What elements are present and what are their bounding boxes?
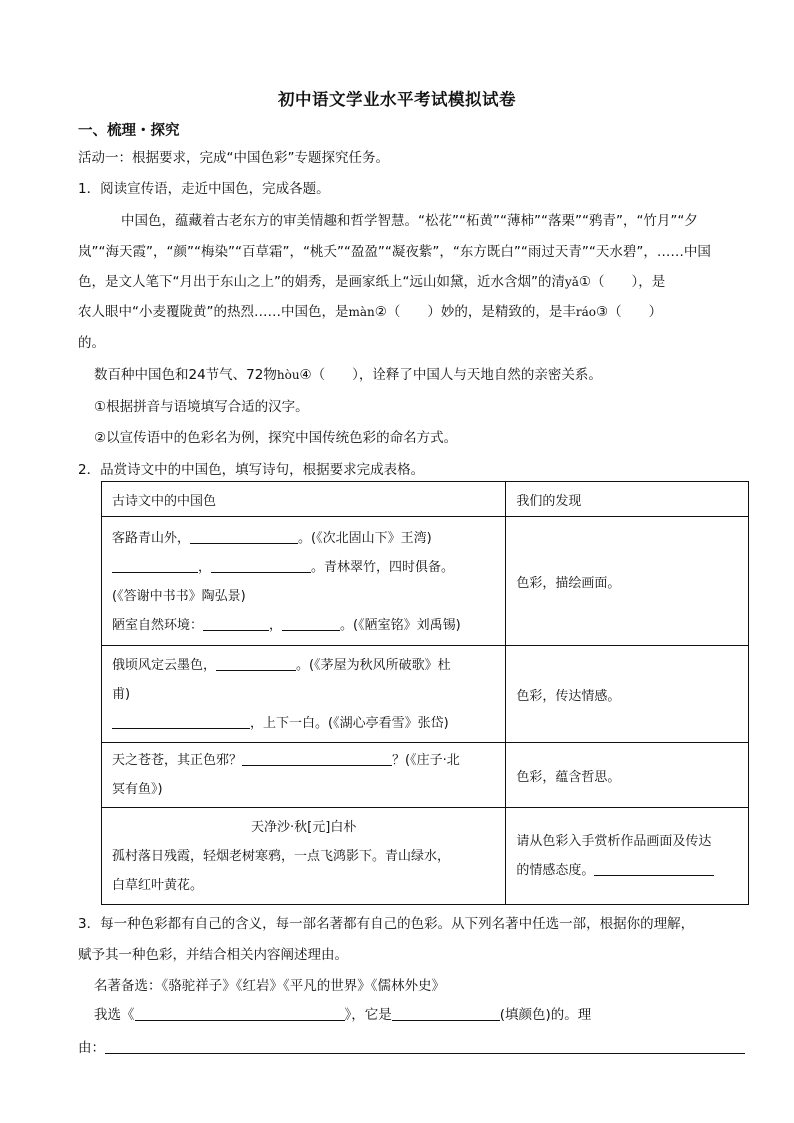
fill-blank[interactable] xyxy=(282,616,340,631)
page-title: 初中语文学业水平考试模拟试卷 xyxy=(278,90,516,109)
poem-source: 。(《陋室铭》刘禹锡) xyxy=(340,618,461,633)
q1-paragraph-line-1: 中国色，蕴藏着古老东方的审美情趣和哲学智慧。“松花”“柘黄”“薄柿”“落栗”“鸦青”，“竹月”“夕 xyxy=(121,213,698,229)
pinyin: màn xyxy=(348,305,375,319)
poem-text: ， xyxy=(198,560,212,575)
poem-text: ， xyxy=(269,618,283,633)
answer-blank[interactable]: （ ） xyxy=(608,304,663,320)
fill-blank[interactable] xyxy=(203,616,269,631)
q1-paragraph-line-6 xyxy=(94,363,602,383)
fill-blank[interactable] xyxy=(112,714,250,729)
poem-source: (《答谢中书书》陶弘景) xyxy=(112,589,246,604)
q3-stem-line-2: 赋予其一种色彩，并结合相关内容阐述理由。 xyxy=(78,947,348,963)
poetry-color-table xyxy=(101,481,749,905)
finding-text: 请从色彩入手赏析作品画面及传达 xyxy=(516,834,712,849)
q1-text: 色，是文人笔下“月出于东山之上”的娟秀，是画家纸上“远山如黛，近水含烟”的清 xyxy=(78,274,565,290)
finding-text: 色彩，描绘画面。 xyxy=(516,575,621,591)
poem-text: 孤村落日残霞，轻烟老树寒鸦，一点飞鸿影下。青山绿水， xyxy=(112,848,451,864)
poem-source: ？(《庄子·北 xyxy=(392,753,460,768)
table-cell-finding: 色彩，传达情感。 xyxy=(506,646,749,743)
pinyin: hòu xyxy=(276,368,300,382)
table-cell-finding xyxy=(506,808,749,905)
q1-paragraph-line-4 xyxy=(78,300,662,320)
fill-blank[interactable] xyxy=(242,751,392,766)
circled-number: ① xyxy=(578,274,592,290)
table-cell-finding xyxy=(506,517,749,646)
poem-text: 客路青山外， xyxy=(112,531,191,546)
q1-paragraph-line-2: 岚”“海天霞”，“颜”“梅染”“百草霜”，“桃夭”“盈盈”“凝夜紫”，“东方既白”“雨过天青”“天水碧”，……中国 xyxy=(78,244,711,260)
poem-source: 。(《次北固山下》王湾) xyxy=(298,531,432,546)
choice-text: 我选《 xyxy=(94,1007,135,1023)
answer-blank[interactable]: （ ），是 xyxy=(591,274,666,290)
q1-subquestion-2: ②以宣传语中的色彩名为例，探究中国传统色彩的命名方式。 xyxy=(94,430,458,446)
q3-reason-line xyxy=(78,1036,745,1056)
q1-text: 数百种中国色和24节气、72物 xyxy=(94,367,277,383)
table-row xyxy=(102,808,749,905)
q1-paragraph-line-3 xyxy=(78,270,665,290)
choice-text: 》，它是 xyxy=(344,1007,392,1023)
reason-blank[interactable] xyxy=(105,1039,745,1054)
poem-text: 陋室自然环境： xyxy=(112,618,204,633)
pinyin: ráo xyxy=(575,305,596,319)
book-choice-blank[interactable] xyxy=(135,1006,345,1021)
finding-text: 的情感态度。 xyxy=(516,863,595,878)
table-row xyxy=(102,517,749,646)
table-cell-poems xyxy=(102,517,506,646)
circled-number: ② xyxy=(374,304,387,320)
q2-stem: 2．品赏诗文中的中国色，填写诗句，根据要求完成表格。 xyxy=(78,462,425,478)
q3-stem-line-1: 3．每一种色彩都有自己的含义，每一部名著都有自己的色彩。从下列名著中任选一部，根据你的理解， xyxy=(78,916,695,932)
q1-paragraph-line-5: 的。 xyxy=(78,335,105,351)
section-heading: 一、梳理・探究 xyxy=(78,123,180,139)
fill-blank[interactable] xyxy=(594,861,714,876)
fill-blank[interactable] xyxy=(190,529,298,544)
table-cell-finding: 色彩，蕴含哲思。 xyxy=(506,743,749,808)
choice-text: (填颜色)的。理 xyxy=(499,1007,592,1023)
q3-options: 名著备选：《骆驼祥子》《红岩》《平凡的世界》《儒林外史》 xyxy=(94,978,445,994)
activity-text: 活动一：根据要求，完成“中国色彩”专题探究任务。 xyxy=(78,150,389,166)
answer-blank[interactable]: （ ）妙的，是精致的，是丰 xyxy=(386,304,576,320)
poem-source: 甫) xyxy=(112,686,131,702)
answer-blank[interactable]: （ ），诠释了中国人与天地自然的亲密关系。 xyxy=(311,367,602,383)
poem-source: 冥有鱼》) xyxy=(112,782,163,797)
poem-text: 白草红叶黄花。 xyxy=(112,877,204,893)
reason-label: 由： xyxy=(78,1040,105,1056)
color-blank[interactable] xyxy=(392,1006,500,1021)
fill-blank[interactable] xyxy=(211,558,311,573)
q1-stem: 1．阅读宣传语，走近中国色，完成各题。 xyxy=(78,181,330,197)
poem-text: 俄顷风定云墨色， xyxy=(112,657,217,673)
circled-number: ④ xyxy=(299,367,312,383)
pinyin: yǎ xyxy=(564,275,579,289)
poem-text: 天之苍苍，其正色邪？ xyxy=(112,753,243,768)
table-header-cell: 我们的发现 xyxy=(506,482,749,517)
fill-blank[interactable] xyxy=(216,656,296,671)
poem-text: 。青林翠竹，四时俱备。 xyxy=(311,560,455,575)
table-cell-poems xyxy=(102,808,506,905)
table-header-row xyxy=(102,482,749,517)
table-cell-poems xyxy=(102,646,506,743)
table-cell-poems xyxy=(102,743,506,808)
fill-blank[interactable] xyxy=(112,558,198,573)
table-row xyxy=(102,646,749,743)
q3-choice-line xyxy=(94,1003,591,1023)
poem-title: 天净沙·秋[元]白朴 xyxy=(251,819,357,835)
poem-source: 。(《茅屋为秋风所破歌》杜 xyxy=(296,657,451,673)
q1-text: 农人眼中“小麦覆陇黄”的热烈……中国色，是 xyxy=(78,304,349,320)
poem-source: ，上下一白。(《湖心亭看雪》张岱) xyxy=(250,715,449,731)
q1-subquestion-1: ①根据拼音与语境填写合适的汉字。 xyxy=(94,399,309,415)
table-row xyxy=(102,743,749,808)
table-header-cell: 古诗文中的中国色 xyxy=(102,482,506,517)
circled-number: ③ xyxy=(596,304,609,320)
